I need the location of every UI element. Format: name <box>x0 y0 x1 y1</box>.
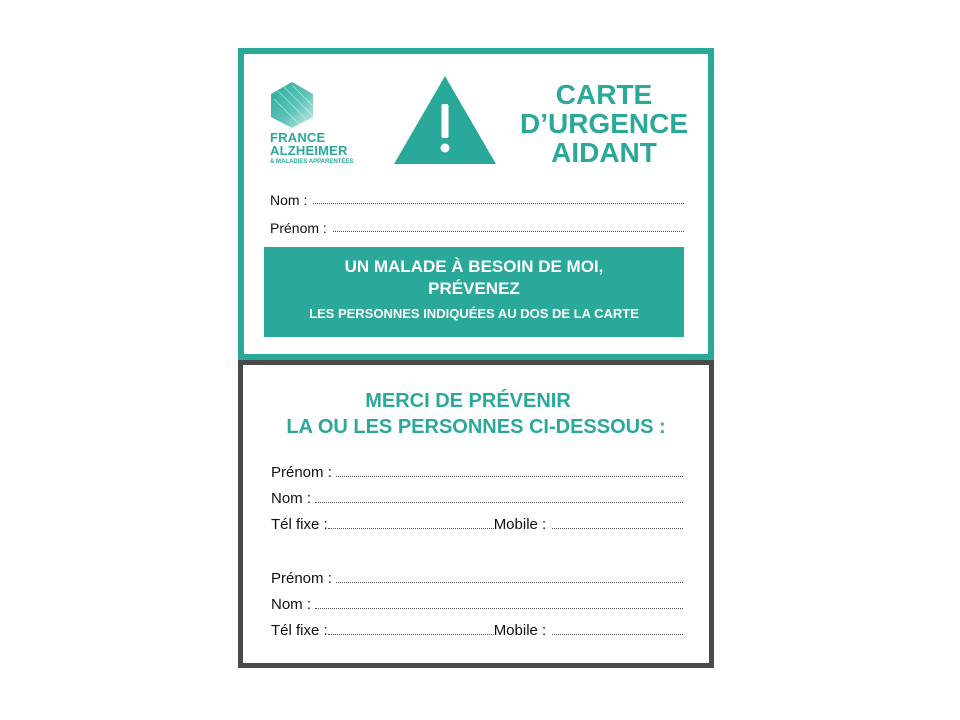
card-title <box>516 80 692 167</box>
france-alzheimer-logo <box>270 81 370 165</box>
front-nom-field[interactable] <box>270 190 684 208</box>
contact-1-nom-dotted-line <box>315 502 683 503</box>
contact-1-prenom-field[interactable] <box>271 463 683 481</box>
banner-line-3: LES PERSONNES INDIQUÉES AU DOS DE LA CARTE <box>309 306 639 321</box>
contact-2-nom-label: Nom : <box>271 596 312 613</box>
contact-2-mobile-dotted-line <box>552 634 683 635</box>
contact-2-prenom-label: Prénom : <box>271 570 332 587</box>
contact-1-nom-field[interactable] <box>271 489 683 507</box>
contact-2-prenom-dotted-line <box>336 582 683 583</box>
logo-text-maladies: & MALADIES APPARENTÉES <box>270 159 354 165</box>
card-title-line-2: D’URGENCE <box>519 108 688 139</box>
back-title-line-1: MERCI DE PRÉVENIR <box>365 390 571 412</box>
front-nom-dotted-line <box>313 203 684 204</box>
hexagon-logo-icon <box>270 81 314 129</box>
logo-text-alzheimer: ALZHEIMER <box>270 143 348 158</box>
contact-2-nom-field[interactable] <box>271 595 683 613</box>
contact-1-prenom-label: Prénom : <box>271 464 332 481</box>
contact-2-nom-dotted-line <box>315 608 683 609</box>
warning-triangle-icon <box>392 74 498 166</box>
contact-1-prenom-dotted-line <box>336 476 683 477</box>
card-front <box>238 48 714 360</box>
card-title-line-3: AIDANT <box>551 137 657 168</box>
banner-line-1: UN MALADE À BESOIN DE MOI, <box>344 257 604 276</box>
banner-line-2: PRÉVENEZ <box>428 279 520 298</box>
contact-1-mobile-label: Mobile : <box>493 516 547 533</box>
contact-2-mobile-label: Mobile : <box>493 622 547 639</box>
card-back <box>238 360 714 668</box>
back-title-line-2: LA OU LES PERSONNES CI-DESSOUS : <box>286 416 666 438</box>
front-nom-label: Nom : <box>270 192 308 208</box>
contact-2-tel-label: Tél fixe : <box>271 622 328 639</box>
logo-text-france: FRANCE <box>270 130 326 145</box>
front-prenom-field[interactable] <box>270 218 684 236</box>
contact-2-phone-row[interactable] <box>271 621 683 639</box>
front-prenom-dotted-line <box>333 231 684 232</box>
contact-1-nom-label: Nom : <box>271 490 312 507</box>
contact-1-phone-row[interactable] <box>271 515 683 533</box>
front-prenom-label: Prénom : <box>270 220 327 236</box>
alert-banner <box>264 247 684 337</box>
contact-2-tel-dotted-line <box>328 634 494 635</box>
contact-2-prenom-field[interactable] <box>271 569 683 587</box>
contact-1-tel-label: Tél fixe : <box>271 516 328 533</box>
card-title-line-1: CARTE <box>555 79 653 110</box>
contact-1-mobile-dotted-line <box>552 528 683 529</box>
contact-1-tel-dotted-line <box>328 528 494 529</box>
